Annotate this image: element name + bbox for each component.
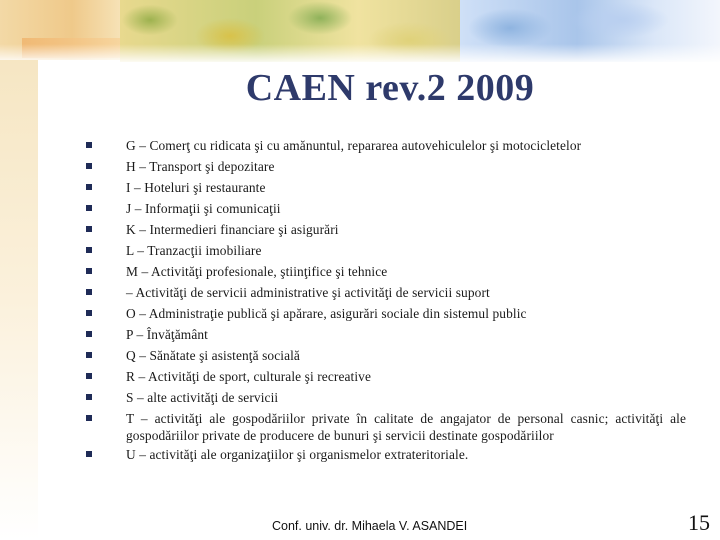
list-item-text: L – Tranzacţii imobiliare: [126, 243, 262, 258]
square-bullet-icon: [86, 394, 92, 400]
square-bullet-icon: [86, 163, 92, 169]
list-item: [86, 135, 686, 156]
left-decorative-stripe: [0, 60, 38, 540]
list-item: [86, 198, 686, 219]
square-bullet-icon: [86, 331, 92, 337]
list-item: [86, 303, 686, 324]
square-bullet-icon: [86, 268, 92, 274]
square-bullet-icon: [86, 352, 92, 358]
list-item-text: R – Activităţi de sport, culturale şi recreative: [126, 369, 372, 384]
square-bullet-icon: [86, 205, 92, 211]
list-item: [86, 240, 686, 261]
footer-author: Conf. univ. dr. Mihaela V. ASANDEI: [272, 519, 468, 533]
list-item-text: H – Transport şi depozitare: [126, 159, 275, 174]
square-bullet-icon: [86, 373, 92, 379]
list-item: [86, 345, 686, 366]
list-item: [86, 282, 686, 303]
square-bullet-icon: [86, 142, 92, 148]
list-item: [86, 387, 686, 408]
square-bullet-icon: [86, 184, 92, 190]
list-item-text: O – Administraţie publică şi apărare, asigurări sociale din sistemul public: [126, 306, 527, 321]
square-bullet-icon: [86, 415, 92, 421]
page-number: 15: [688, 510, 710, 535]
list-item-text: P – Învăţământ: [126, 327, 208, 342]
list-item-text: G – Comerţ cu ridicata şi cu amănuntul, repararea autovehiculelor şi motocicletelor: [126, 138, 582, 153]
banner-fade: [0, 44, 720, 64]
list-item: [86, 324, 686, 345]
square-bullet-icon: [86, 451, 92, 457]
list-item: [86, 219, 686, 240]
square-bullet-icon: [86, 310, 92, 316]
list-item-text: T – activităţi ale gospodăriilor private în calitate de angajator de personal casnic; activităţi ale gospodăriilor private de producere de bunuri şi servicii destinate gospodăriilor: [126, 411, 686, 443]
list-item-text: I – Hoteluri şi restaurante: [126, 180, 266, 195]
list-item-text: M – Activităţi profesionale, ştiinţifice şi tehnice: [126, 264, 388, 279]
square-bullet-icon: [86, 226, 92, 232]
list-item: [86, 366, 686, 387]
list-item: [86, 177, 686, 198]
header-banner: [0, 0, 720, 62]
list-item-text: Q – Sănătate şi asistenţă socială: [126, 348, 300, 363]
list-item: [86, 408, 686, 444]
list-item-text: U – activităţi ale organizaţiilor şi organismelor extrateritoriale.: [126, 447, 469, 462]
list-item-text: S – alte activităţi de servicii: [126, 390, 279, 405]
bullet-list: [86, 135, 686, 465]
square-bullet-icon: [86, 289, 92, 295]
slide-title: CAEN rev.2 2009: [245, 67, 535, 109]
list-item-text: J – Informaţii şi comunicaţii: [126, 201, 281, 216]
list-item-text: – Activităţi de servicii administrative şi activităţi de servicii suport: [126, 285, 490, 300]
list-item-text: K – Intermedieri financiare şi asigurări: [126, 222, 339, 237]
list-item: [86, 444, 686, 465]
square-bullet-icon: [86, 247, 92, 253]
list-item: [86, 156, 686, 177]
list-item: [86, 261, 686, 282]
